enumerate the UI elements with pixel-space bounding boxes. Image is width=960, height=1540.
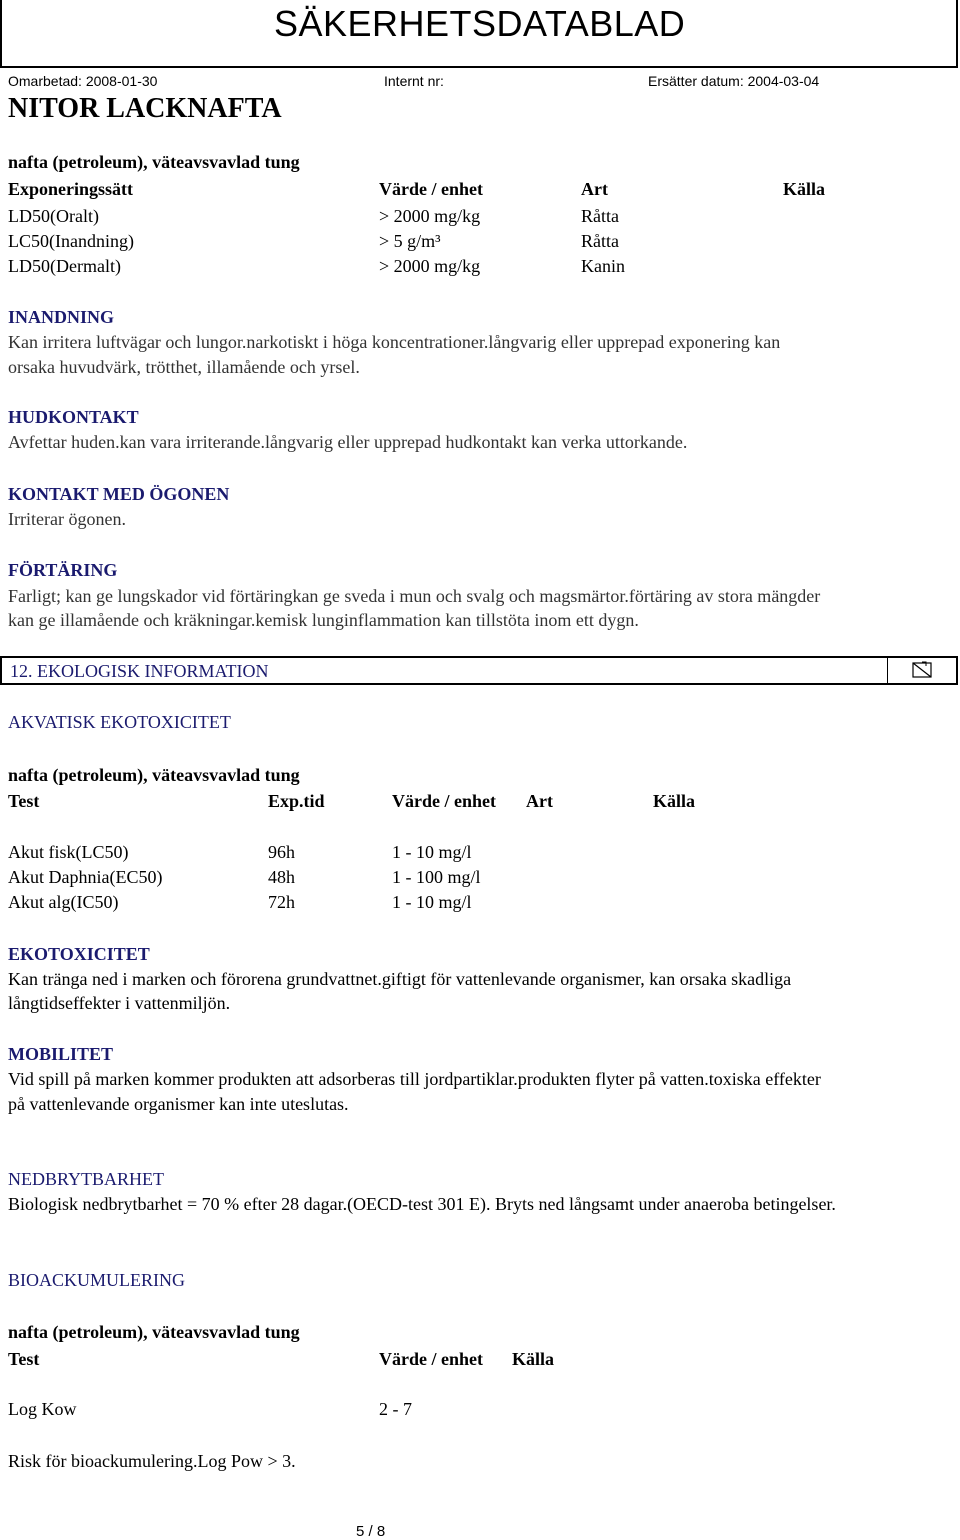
ecotox-title: EKOTOXICITET xyxy=(8,944,150,964)
page-number: 5 / 8 xyxy=(356,1523,386,1540)
tox-row-species: Råtta xyxy=(581,206,619,226)
tox-row-value: > 5 g/m³ xyxy=(379,231,441,251)
ecotox-text-2: långtidseffekter i vattenmiljön. xyxy=(8,993,231,1013)
tox-header-exposure: Exponeringssätt xyxy=(8,179,134,199)
revised-date: Omarbetad: 2008-01-30 xyxy=(8,73,158,89)
skin-contact-title: HUDKONTAKT xyxy=(8,407,139,427)
document-title: SÄKERHETSDATABLAD xyxy=(274,3,686,44)
ingestion-title: FÖRTÄRING xyxy=(8,560,118,580)
mobility-text-1: Vid spill på marken kommer produkten att adsorberas till jordpartiklar.produkten flyter på vatten.toxiska effekter xyxy=(8,1069,821,1089)
aquatic-row-test: Akut alg(IC50) xyxy=(8,892,119,912)
replaces-date: Ersätter datum: 2004-03-04 xyxy=(648,73,820,89)
aquatic-row-exptime: 96h xyxy=(268,842,295,862)
section-title: 12. EKOLOGISK INFORMATION xyxy=(10,661,269,681)
bioacc-row-test: Log Kow xyxy=(8,1399,77,1419)
eye-contact-title: KONTAKT MED ÖGONEN xyxy=(8,484,230,504)
tox-header-species: Art xyxy=(581,179,608,199)
inhalation-title: INANDNING xyxy=(8,307,115,327)
aquatic-header-test: Test xyxy=(8,791,40,811)
tox-row-species: Råtta xyxy=(581,231,619,251)
bioacc-header-test: Test xyxy=(8,1349,40,1369)
ecotox-text-1: Kan tränga ned i marken och förorena grundvattnet.giftigt för vattenlevande organismer, kan orsaka skadliga xyxy=(8,969,792,989)
aquatic-row-value: 1 - 100 mg/l xyxy=(392,867,481,887)
bioacc-header-value: Värde / enhet xyxy=(379,1349,483,1369)
bioaccumulation-title: BIOACKUMULERING xyxy=(8,1270,185,1290)
aquatic-row-test: Akut Daphnia(EC50) xyxy=(8,867,163,887)
aquatic-header-value: Värde / enhet xyxy=(392,791,496,811)
eye-contact-text: Irriterar ögonen. xyxy=(8,509,126,529)
bioacc-note: Risk för bioackumulering.Log Pow > 3. xyxy=(8,1451,296,1471)
inhalation-text-2: orsaka huvudvärk, trötthet, illamående och yrsel. xyxy=(8,357,360,377)
tox-header-value: Värde / enhet xyxy=(379,179,483,199)
skin-contact-text: Avfettar huden.kan vara irriterande.långvarig eller upprepad hudkontakt kan verka uttorkande. xyxy=(8,432,688,452)
tox-row-test: LD50(Dermalt) xyxy=(8,256,121,276)
header-title-box xyxy=(0,0,958,68)
aquatic-title: AKVATISK EKOTOXICITET xyxy=(8,712,231,732)
aquatic-row-value: 1 - 10 mg/l xyxy=(392,892,472,912)
aquatic-row-exptime: 72h xyxy=(268,892,295,912)
aquatic-row-value: 1 - 10 mg/l xyxy=(392,842,472,862)
tox-row-test: LC50(Inandning) xyxy=(8,231,134,251)
tox-row-value: > 2000 mg/kg xyxy=(379,256,481,276)
aquatic-row-exptime: 48h xyxy=(268,867,295,887)
tox-row-value: > 2000 mg/kg xyxy=(379,206,481,226)
tox-header-source: Källa xyxy=(783,179,826,199)
section-header xyxy=(0,656,958,685)
aquatic-row-test: Akut fisk(LC50) xyxy=(8,842,129,862)
degradability-text: Biologisk nedbrytbarhet = 70 % efter 28 dagar.(OECD-test 301 E). Bryts ned långsamt under anaeroba betingelser. xyxy=(8,1194,836,1214)
aquatic-header-species: Art xyxy=(526,791,553,811)
tox-row-species: Kanin xyxy=(581,256,625,276)
aquatic-header-exptime: Exp.tid xyxy=(268,791,325,811)
bioacc-header-source: Källa xyxy=(512,1349,555,1369)
mobility-title: MOBILITET xyxy=(8,1044,114,1064)
envelope-icon xyxy=(912,661,932,679)
ingestion-text-2: kan ge illamående och kräkningar.kemisk lunginflammation kan tillstöta inom ett dygn. xyxy=(8,610,639,630)
section-divider xyxy=(887,658,888,683)
tox-row-test: LD50(Oralt) xyxy=(8,206,99,226)
aquatic-header-source: Källa xyxy=(653,791,696,811)
bioacc-substance: nafta (petroleum), väteavsvavlad tung xyxy=(8,1322,300,1342)
bioacc-row-value: 2 - 7 xyxy=(379,1399,412,1419)
degradability-title: NEDBRYTBARHET xyxy=(8,1169,165,1189)
inhalation-text-1: Kan irritera luftvägar och lungor.narkotiskt i höga koncentrationer.långvarig eller upprepad exponering kan xyxy=(8,332,781,352)
internal-number: Internt nr: xyxy=(384,73,444,89)
tox-substance: nafta (petroleum), väteavsvavlad tung xyxy=(8,152,300,172)
aquatic-substance: nafta (petroleum), väteavsvavlad tung xyxy=(8,765,300,785)
product-name: NITOR LACKNAFTA xyxy=(8,93,282,124)
mobility-text-2: på vattenlevande organismer kan inte uteslutas. xyxy=(8,1094,349,1114)
ingestion-text-1: Farligt; kan ge lungskador vid förtäringkan ge sveda i mun och svalg och magsmärtor.förtäring av stora mängder xyxy=(8,586,821,606)
